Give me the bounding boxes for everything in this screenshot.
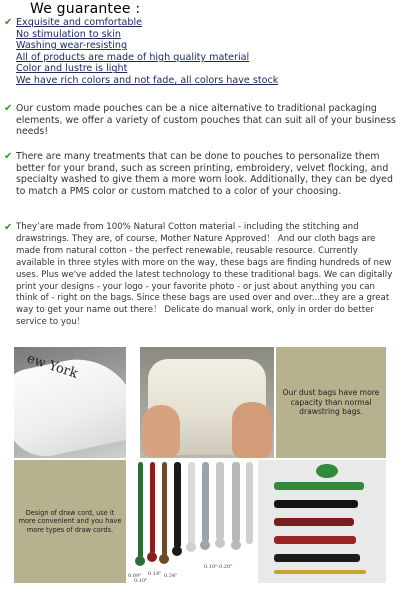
check-icon: ✔	[4, 151, 13, 162]
band-red	[274, 536, 356, 544]
guarantee-item-text[interactable]: Color and lustre is light	[16, 63, 128, 75]
right-hand-shape	[232, 402, 272, 458]
cord-white	[188, 462, 195, 544]
guarantee-title: We guarantee :	[30, 1, 141, 17]
guarantee-list	[4, 17, 396, 87]
paragraph-treatments	[4, 151, 396, 197]
cord-grey	[202, 462, 209, 542]
guarantee-item-text[interactable]: No stimulation to skin	[16, 28, 121, 40]
cord-brown	[162, 462, 167, 556]
cord-knot	[159, 554, 169, 564]
cord-knot	[135, 556, 145, 566]
guarantee-item-text[interactable]: Washing wear-resisting	[16, 40, 128, 52]
cord-size-label: 0.10"-0.20"	[204, 564, 233, 570]
cord-light	[216, 462, 224, 540]
cord-knot	[215, 538, 225, 548]
band-black	[274, 500, 358, 508]
draw-cords-photo	[128, 460, 256, 583]
cord-light	[246, 462, 253, 544]
paragraph-custom-pouches	[4, 103, 396, 138]
guarantee-item	[4, 29, 396, 41]
cord-size-label: 0.34"	[164, 573, 178, 579]
band-gold	[274, 570, 366, 574]
band-black	[274, 554, 360, 562]
paragraph-natural-cotton	[4, 222, 396, 329]
bag-brand-text: ew York	[24, 351, 80, 382]
cord-size-label: 0.10"	[134, 578, 148, 583]
check-icon: ✔	[4, 103, 13, 114]
guarantee-item-text[interactable]: We have rich colors and not fade, all colors have stock	[16, 74, 279, 86]
paragraph-text: Our custom made pouches can be a nice alternative to traditional packaging elements, we offer a variety of custom pouches that can suit all of your business needs!	[16, 103, 396, 138]
cord-light	[232, 462, 240, 542]
white-bag-photo	[14, 347, 126, 458]
cord-black	[174, 462, 181, 548]
guarantee-item	[4, 52, 396, 64]
cord-size-label: 0.14"	[148, 571, 162, 577]
cord-knot	[186, 542, 196, 552]
left-hand-shape	[142, 405, 180, 457]
dust-bag-panel	[276, 347, 386, 458]
guarantee-item	[4, 63, 396, 75]
colored-cords-photo	[258, 460, 386, 583]
cord-knot	[231, 540, 241, 550]
paragraph-text: There are many treatments that can be done to pouches to personalize them better for your brand, such as screen printing, embroidery, velvet flocking, and specialty washed to give them a more worn look. Additionally, they can be dyed to match a PMS color or custom matched to a color of your choosing.	[16, 151, 393, 197]
green-knot	[316, 464, 338, 478]
cord-red	[150, 462, 155, 554]
cord-knot	[200, 540, 210, 550]
cord-knot	[172, 546, 182, 556]
band-maroon	[274, 518, 354, 526]
paragraph-text: They’are made from 100% Natural Cotton material - including the stitching and drawstrings. They are, of course, Mother Nature Approved！ And our cloth bags are made from natural cotton - the perfect renewable, reusable resource. Currently available in three styles with more on the way, these bags are finding hundreds of new uses. Plus we've added the latest technology to these traditional bags. We can digitally print your designs - your logo - your favorite photo - or just about anything you can think of - right on the bags. Since these bags are used over and over...they are a great way to get your name out there！ Delicate do manual work, only in order do better service to you！	[16, 222, 393, 328]
guarantee-item-text[interactable]: Exquisite and comfortable	[16, 17, 143, 28]
cord-size-label: 0.09"	[128, 573, 142, 579]
guarantee-item	[4, 17, 396, 29]
cord-knot	[147, 552, 157, 562]
draw-cord-panel	[14, 460, 126, 583]
check-icon: ✔	[4, 222, 13, 233]
cloth-stretch-photo	[140, 347, 274, 458]
check-icon: ✔	[4, 17, 13, 28]
guarantee-item	[4, 40, 396, 52]
dust-bag-caption: Our dust bags have more capacity than normal drawstring bags.	[282, 388, 380, 417]
guarantee-item	[4, 75, 396, 87]
draw-cord-caption: Design of draw cord, use it more convenient and you have more types of draw cords.	[18, 508, 122, 534]
guarantee-item-text[interactable]: All of products are made of high quality material	[16, 51, 250, 63]
cord-green	[138, 462, 143, 558]
band-green	[274, 482, 364, 490]
product-image-grid	[14, 347, 386, 583]
